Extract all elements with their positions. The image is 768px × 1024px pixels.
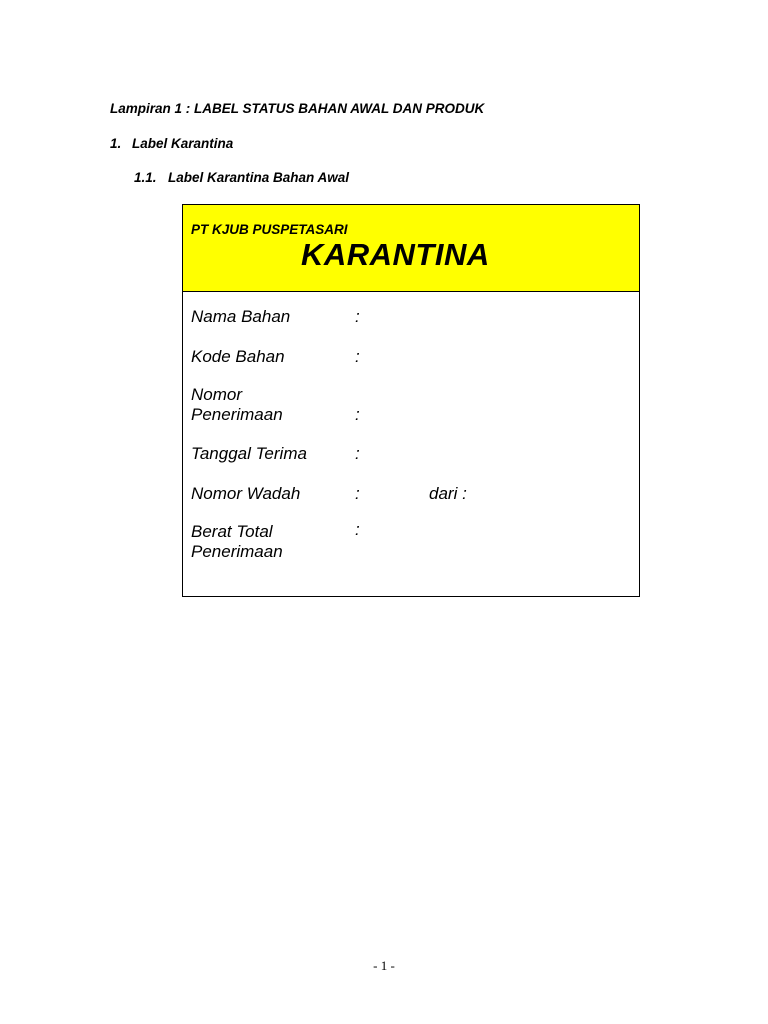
field-nomor-wadah [191,484,300,504]
page-number: - 1 - [373,958,395,973]
field-colon: : [355,484,360,503]
field-nama-bahan [191,307,290,327]
subsection-heading [134,170,349,185]
field-label: Kode Bahan [191,347,285,366]
field-colon: : [355,307,360,326]
subsection-title: Label Karantina Bahan Awal [168,170,350,185]
field-nomor-penerimaan [191,385,283,425]
field-label: Nama Bahan [191,307,291,326]
field-colon: : [355,520,360,539]
field-dari-label: dari : [429,484,467,503]
field-colon: : [355,405,360,424]
field-colon: : [355,444,360,463]
field-tanggal-terima [191,444,307,464]
field-label-line-1: Berat Total [191,522,273,541]
field-label: Nomor Wadah [191,484,301,503]
subsection-number: 1.1. [134,170,157,185]
section-title: Label Karantina [132,136,234,151]
quarantine-label [182,204,640,597]
field-colon: : [355,347,360,366]
field-kode-bahan [191,347,285,367]
company-name: PT KJUB PUSPETASARI [191,222,348,237]
label-header [183,205,639,292]
section-number: 1. [110,136,122,151]
field-label-line-2: Penerimaan [191,542,283,561]
field-label-line-2: Penerimaan [191,405,283,424]
section-heading [110,136,233,151]
field-label-line-1: Nomor [191,385,243,404]
label-status-title: KARANTINA [301,237,490,272]
field-label: Tanggal Terima [191,444,307,463]
field-berat-total-penerimaan [191,522,283,562]
lampiran-heading: Lampiran 1 : LABEL STATUS BAHAN AWAL DAN PRODUK [110,101,485,116]
